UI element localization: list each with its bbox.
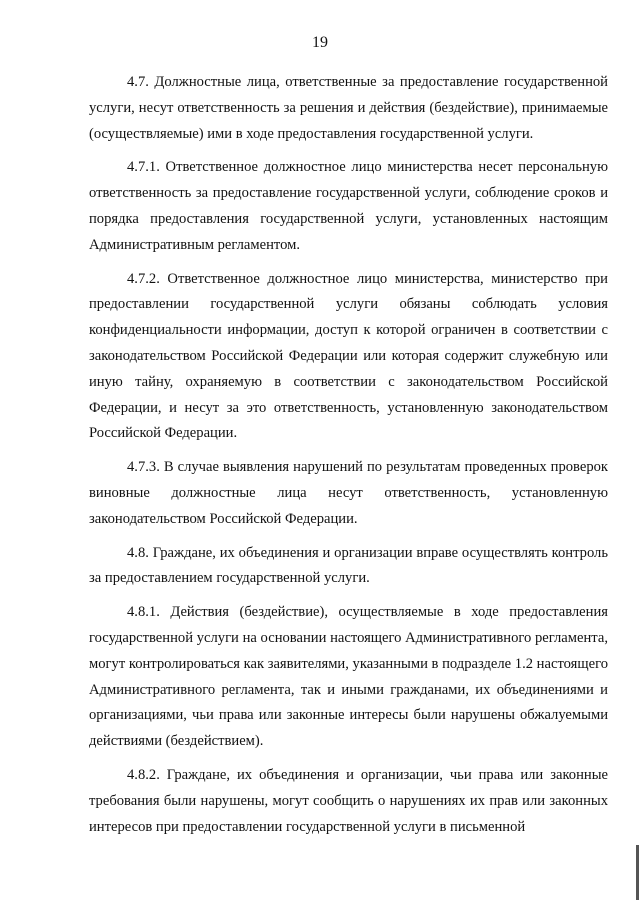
scan-edge-mark [636,845,639,900]
paragraph-4-8-2: 4.8.2. Граждане, их объединения и организации, чьи права или законные требования были нарушены, могут сообщить о нарушениях их прав или законных интересов при предоставлении государственной услуги в письменной [89,766,608,835]
paragraph-4-8-1: 4.8.1. Действия (бездействие), осуществляемые в ходе предоставления государственной услуги на основании настоящего Административного регламента, могут контролироваться как заявителями, указанными в подразделе 1.2 настоящего Административного регламента, так и иными гражданами, их объединениями и организациями, чьи права или законные интересы были нарушены обжалуемыми действиями (бездействием). [89,604,608,750]
paragraph-4-7-3: 4.7.3. В случае выявления нарушений по результатам проведенных проверок виновные должностные лица несут ответственность, установленную законодательством Российской Федерации. [89,459,608,527]
page-number: 19 [312,34,328,51]
paragraph-4-8: 4.8. Граждане, их объединения и организации вправе осуществлять контроль за предоставлением государственной услуги. [89,544,608,587]
paragraph-4-7-1: 4.7.1. Ответственное должностное лицо министерства несет персональную ответственность за предоставление государственной услуги, соблюдение сроков и порядка предоставления государственной услуги, установленных настоящим Административным регламентом. [89,159,608,253]
body-text [89,70,608,848]
paragraph-4-7: 4.7. Должностные лица, ответственные за предоставление государственной услуги, несут ответственность за решения и действия (бездействие), принимаемые (осуществляемые) ими в ходе предоставления государственной услуги. [89,74,608,142]
paragraph-4-7-2: 4.7.2. Ответственное должностное лицо министерства, министерство при предоставлении государственной услуги обязаны соблюдать условия конфиденциальности информации, доступ к которой ограничен в соответствии с законодательством Российской Федерации или которая содержит служебную или иную тайну, охраняемую в соответствии с законодательством Российской Федерации, и несут за это ответственность, установленную законодательством Российской Федерации. [89,270,608,442]
